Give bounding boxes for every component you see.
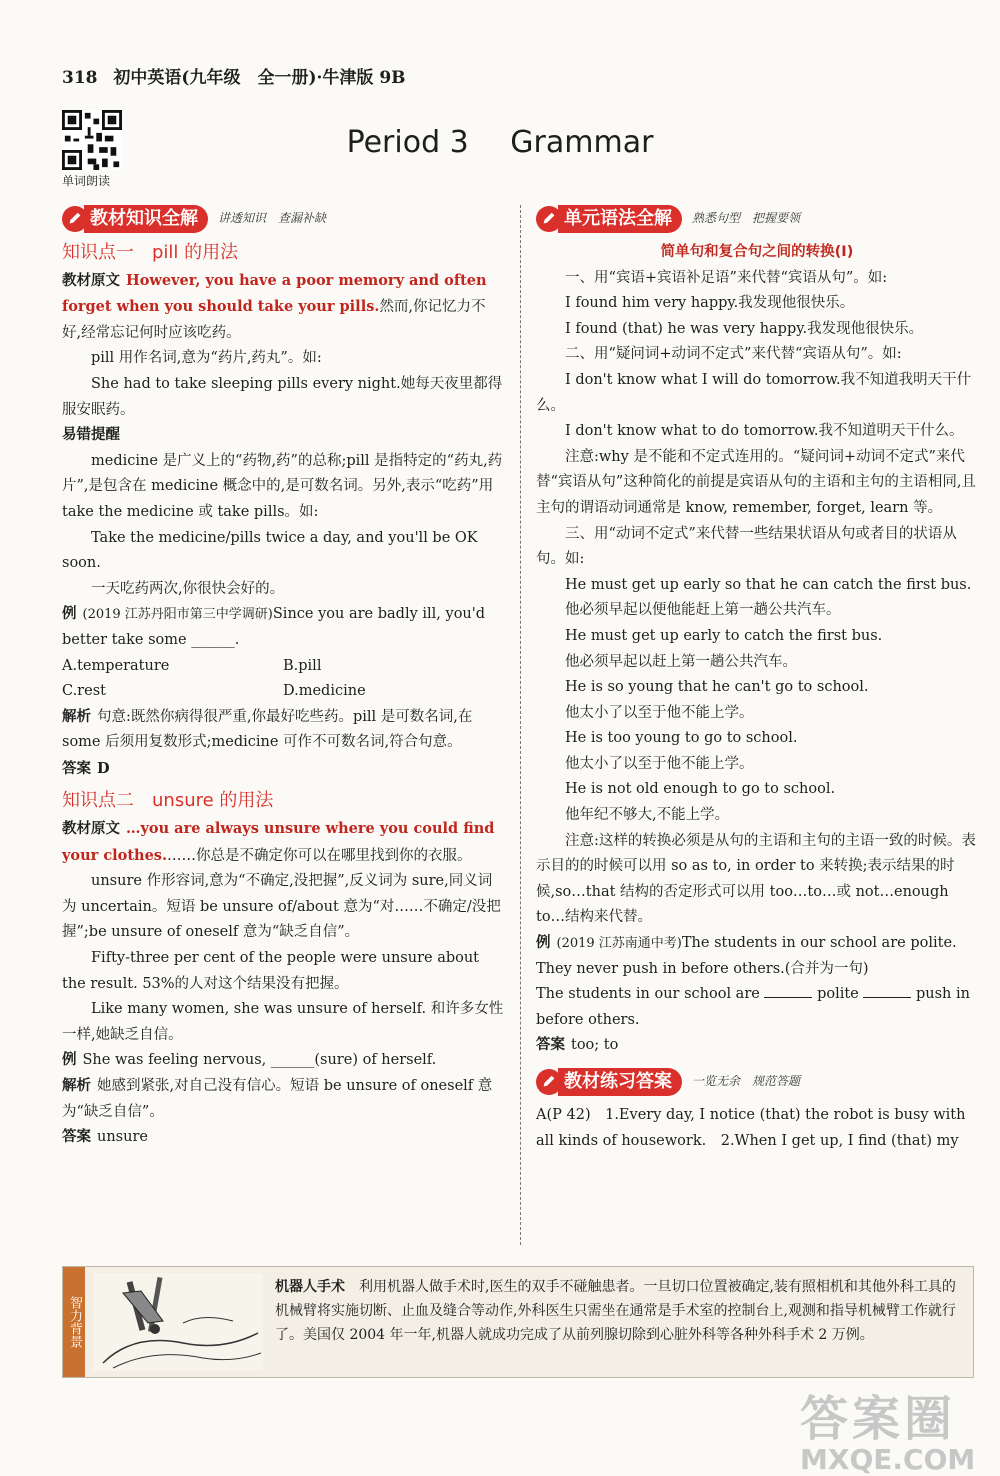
option-d: D.medicine [283,683,366,700]
book-title: 初中英语(九年级 全一册)·牛津版 9B [113,68,406,88]
left-column [62,204,504,1151]
example-sentence: I don't know what to do tomorrow.我不知道明天干什么。 [565,423,964,440]
banner-sub: 熟悉句型 把握要领 [692,211,801,226]
example-sentence: He is too young to go to school. [565,730,798,747]
example-sentence: Like many women, she was unsure of herself. 和许多女性一样,她缺乏自信。 [62,1001,504,1043]
source-cn: ……你总是不确定你可以在哪里找到你的衣服。 [167,847,472,864]
source-cn: 然而,你记忆力不好,经常忘记何时应该吃药。 [62,299,486,341]
fill-part-a: The students in our school are [536,986,760,1003]
analysis-text: 她感到紧张,对自己没有信心。短语 be unsure of oneself 意为“缺乏自信”。 [62,1078,493,1120]
robot-surgery-illustration [93,1273,263,1371]
source-label: 教材原文 [62,272,120,289]
example-sentence: 他太小了以至于他不能上学。 [565,755,754,772]
kp-name: unsure 的用法 [152,790,274,812]
analysis-text: 句意:既然你病得很严重,你最好吃些药。pill 是可数名词,在 some 后须用复数形式;medicine 可作不可数名词,符合句意。 [62,708,473,751]
explanation: unsure 作形容词,意为“不确定,没把握”,反义词为 sure,同义词为 uncertain。短语 be unsure of/about 意为“对……不确定/没把握”;be unsure of oneself 意为“缺乏自信”。 [62,873,501,941]
info-tag: 智力背景 [63,1267,85,1377]
answer [62,1125,504,1151]
example-sentence: I don't know what I will do tomorrow.我不知道我明天干什么。 [536,371,972,414]
example-sentence: He must get up early so that he can catch the first bus. [565,576,972,593]
example-question [62,602,504,653]
answer-value: D [97,759,110,777]
watermark-big: 答案圈 [800,1391,957,1447]
practice-answers: A(P 42) 1.Every day, I notice (that) the robot is busy with all kinds of housework. 2.When I get up, I find (that) my [536,1107,966,1149]
watermark [800,1380,975,1476]
example-sentence-en: Take the medicine/pills twice a day, and you'll be OK soon. [62,529,478,572]
note-1: 注意:why 是不能和不定式连用的。“疑问词+动词不定式”来代替“宾语从句”这种简化的前提是宾语从句的主语和主句的主语相同,且主句的谓语动词通常是 know, remember, forget, learn 等。 [536,448,976,516]
banner-label: 教材练习答案 [558,1068,682,1096]
tip-text: medicine 是广义上的“药物,药”的总称;pill 是指特定的“药丸,药片”,是包含在 medicine 概念中的,是可数名词。另外,表示“吃药”用 take the medicine 或 take pills。如: [62,452,503,520]
example-text: Since you are badly ill, you'd better take some ______. [62,606,486,648]
answer-label: 答案 [536,1037,565,1054]
watermark-small: MXQE.COM [800,1443,976,1476]
kp-number: 知识点一 [62,242,134,263]
section-banner-grammar [536,204,978,234]
example-sentence: Fifty-three per cent of the people were unsure about the result. 53%的人对这个结果没有把握。 [62,950,480,992]
answer [536,1033,978,1059]
info-body: 利用机器人做手术时,医生的双手不碰触患者。一旦切口位置被确定,装有照相机和其他外科工具的机械臂将实施切断、止血及缝合等动作,外科医生只需坐在通常是手术室的控制台上,观测和指导机械臂工作就行了。美国仅 2004 年一年,机器人就成功完成了从前列腺切除到心脏外科等各种外科手术 2 万例。 [275,1279,956,1343]
qr-caption: 单词朗读 [62,174,111,188]
info-text [275,1275,965,1347]
rule-2: 二、用“疑问词+动词不定式”来代替“宾语从句”。如: [565,346,902,363]
analysis-label: 解析 [62,1078,91,1094]
note-2: 注意:这样的转换必须是从句的主语和主句的主语一致的时候。表示目的的时候可以用 so as to, in order to 来转换;表示结果的时候,so…that 结构的否定形式可以用 too…to…或 not…enough to…结构来代替。 [536,832,976,926]
example-fill [536,982,978,1033]
rule-1: 一、用“宾语+宾语补足语”来代替“宾语从句”。如: [565,269,888,286]
example-sentence: 他必须早起以赶上第一趟公共汽车。 [565,653,797,670]
analysis [62,705,504,756]
rule-3: 三、用“动词不定式”来代替一些结果状语从句或者目的状语从句。如: [536,525,957,568]
right-column [536,204,978,1154]
kp-number: 知识点二 [62,790,134,812]
example-sentence: I found (that) he was very happy.我发现他很快乐。 [565,320,924,337]
background-info-box [62,1266,974,1378]
period-label: Period 3 [346,125,469,160]
source-label: 教材原文 [62,821,120,838]
source-en: However, you have a poor memory and often forget when you should take your pills. [62,271,487,316]
tip-label: 易错提醒 [62,427,120,444]
answer-value: too; to [571,1037,619,1054]
analysis [62,1074,504,1125]
topic-label: Grammar [510,125,654,160]
example-sentence: She had to take sleeping pills every night.她每天夜里都得服安眠药。 [62,375,503,418]
option-a: A.temperature [62,657,170,674]
example-label: 例 [536,935,551,952]
banner-label: 单元语法全解 [558,205,682,233]
section-banner-practice [536,1067,978,1097]
example-sentence: He is not old enough to go to school. [565,781,836,798]
answer-blank-1[interactable] [764,983,812,998]
example-text: She was feeling nervous, ______(sure) of herself. [82,1052,437,1069]
source-en: …you are always unsure where you could find your clothes. [62,820,495,864]
example-source: (2019 江苏丹阳市第三中学调研) [82,607,273,623]
answer-blank-2[interactable] [863,983,911,998]
option-b: B.pill [283,657,322,674]
answer-label: 答案 [62,760,91,777]
page-number: 318 [62,68,98,88]
page-header [62,63,406,88]
page-title [0,125,1000,160]
info-title: 机器人手术 [275,1279,345,1295]
example-sentence: He must get up early to catch the first bus. [565,627,883,644]
example-sentence: He is so young that he can't go to school. [565,679,869,696]
example-source: (2019 江苏南通中考) [556,936,682,952]
grammar-section-title: 简单句和复合句之间的转换(Ⅰ) [660,244,854,260]
answer-label: 答案 [62,1129,91,1146]
analysis-label: 解析 [62,708,91,725]
banner-sub: 一览无余 规范答题 [692,1074,801,1089]
example-question [62,1048,504,1074]
example-text: The students in our school are polite. They never push in before others.(合并为一句) [536,935,957,977]
example-label: 例 [62,606,77,623]
example-question [536,931,978,982]
answer [62,756,504,783]
answer-value: unsure [97,1129,148,1146]
banner-sub: 讲透知识 查漏补缺 [218,211,327,226]
source-text [62,816,504,869]
fill-part-c: push in before others. [536,986,970,1028]
column-divider [520,205,521,1245]
option-c: C.rest [62,683,106,700]
example-sentence-cn: 一天吃药两次,你很快会好的。 [91,580,285,597]
options [62,654,504,705]
example-sentence: 他太小了以至于他不能上学。 [565,704,754,721]
kp-name: pill 的用法 [152,242,239,263]
fill-part-b: polite [817,986,859,1003]
knowledge-point-2-heading [62,788,504,814]
section-banner-knowledge [62,204,504,234]
explanation: pill 用作名词,意为“药片,药丸”。如: [91,350,322,367]
banner-label: 教材知识全解 [84,205,208,233]
example-label: 例 [62,1052,77,1069]
example-sentence: I found him very happy.我发现他很快乐。 [565,295,855,312]
example-sentence: 他年纪不够大,不能上学。 [565,807,730,824]
example-sentence: 他必须早起以便他能赶上第一趟公共汽车。 [565,602,841,619]
knowledge-point-1-heading [62,240,504,266]
source-text [62,268,504,347]
